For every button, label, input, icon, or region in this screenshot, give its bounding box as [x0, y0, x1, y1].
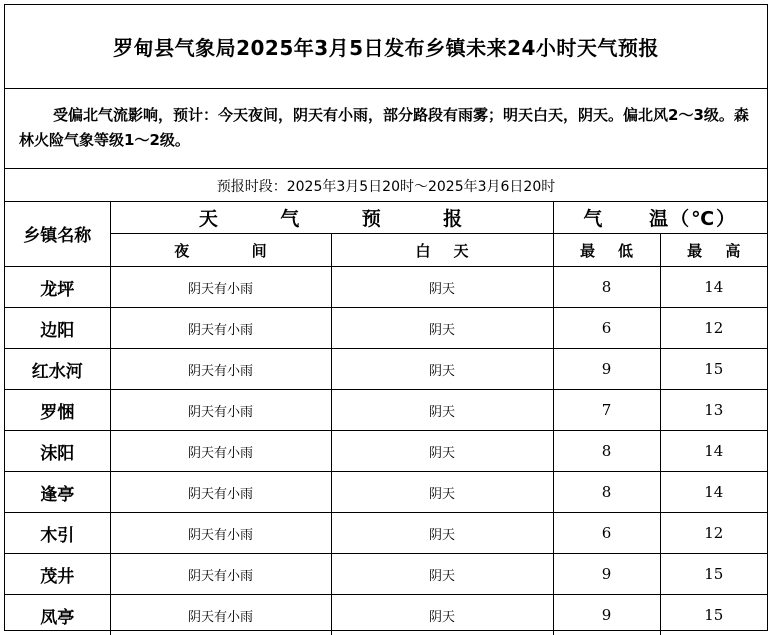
- max-temp: 14: [660, 472, 767, 513]
- max-temp: 12: [660, 513, 767, 554]
- town-name: 边阳: [5, 308, 110, 349]
- night-weather: 阴天有小雨: [110, 308, 331, 349]
- min-temp: 7: [553, 390, 660, 431]
- max-temp: 15: [660, 349, 767, 390]
- town-name: 木引: [5, 513, 110, 554]
- night-weather: 阴天有小雨: [110, 349, 331, 390]
- header-max: [660, 234, 767, 267]
- header-weather-char: 预: [361, 207, 383, 230]
- max-temp: 14: [660, 267, 767, 308]
- night-weather: 阴天有小雨: [110, 390, 331, 431]
- min-temp: 8: [553, 267, 660, 308]
- table-row: [5, 595, 767, 635]
- night-weather: 阴天有小雨: [110, 267, 331, 308]
- header-max-char: 高: [725, 241, 741, 260]
- day-weather: 阴天: [331, 554, 553, 595]
- town-name: 罗悃: [5, 390, 110, 431]
- day-weather: 阴天: [331, 472, 553, 513]
- table-row: [5, 267, 767, 308]
- header-weather-char: 气: [280, 207, 302, 230]
- table-row: [5, 308, 767, 349]
- town-name: 沫阳: [5, 431, 110, 472]
- table-row: [5, 431, 767, 472]
- header-night-char: 夜: [174, 241, 190, 260]
- forecast-summary: 受偏北气流影响，预计：今天夜间，阴天有小雨，部分路段有雨雾；明天白天，阴天。偏北风2～3级。森林火险气象等级1～2级。: [5, 89, 767, 169]
- min-temp: 9: [553, 595, 660, 635]
- header-night: [110, 234, 331, 267]
- night-weather: 阴天有小雨: [110, 513, 331, 554]
- header-temperature: [553, 201, 767, 234]
- min-temp: 6: [553, 308, 660, 349]
- max-temp: 15: [660, 554, 767, 595]
- day-weather: 阴天: [331, 349, 553, 390]
- night-weather: 阴天有小雨: [110, 554, 331, 595]
- header-min-char: 低: [617, 241, 633, 260]
- header-weather-forecast: [110, 201, 553, 234]
- min-temp: 9: [553, 349, 660, 390]
- table-row: [5, 472, 767, 513]
- max-temp: 12: [660, 308, 767, 349]
- town-name: 茂井: [5, 554, 110, 595]
- max-temp: 13: [660, 390, 767, 431]
- min-temp: 6: [553, 513, 660, 554]
- day-weather: 阴天: [331, 595, 553, 635]
- town-name: 逢亭: [5, 472, 110, 513]
- header-temp-char: 气: [583, 207, 605, 230]
- table-row: [5, 513, 767, 554]
- header-town: 乡镇名称: [5, 201, 110, 267]
- header-temp-unit: 温（℃）: [649, 207, 738, 230]
- min-temp: 9: [553, 554, 660, 595]
- max-temp: 15: [660, 595, 767, 635]
- forecast-table: [5, 201, 767, 635]
- night-weather: 阴天有小雨: [110, 431, 331, 472]
- day-weather: 阴天: [331, 513, 553, 554]
- header-weather-char: 报: [443, 207, 465, 230]
- forecast-sheet: [4, 4, 768, 631]
- header-max-char: 最: [687, 241, 703, 260]
- day-weather: 阴天: [331, 267, 553, 308]
- table-row: [5, 554, 767, 595]
- header-day-char: 天: [453, 241, 469, 260]
- town-name: 凤亭: [5, 595, 110, 635]
- page-title: 罗甸县气象局2025年3月5日发布乡镇未来24小时天气预报: [5, 5, 767, 89]
- header-day-char: 白: [415, 241, 431, 260]
- night-weather: 阴天有小雨: [110, 472, 331, 513]
- header-row-2: [5, 234, 767, 267]
- min-temp: 8: [553, 472, 660, 513]
- header-min-char: 最: [580, 241, 596, 260]
- day-weather: 阴天: [331, 308, 553, 349]
- header-night-char: 间: [251, 241, 267, 260]
- min-temp: 8: [553, 431, 660, 472]
- table-row: [5, 349, 767, 390]
- header-day: [331, 234, 553, 267]
- header-weather-char: 天: [198, 207, 220, 230]
- max-temp: 14: [660, 431, 767, 472]
- day-weather: 阴天: [331, 390, 553, 431]
- day-weather: 阴天: [331, 431, 553, 472]
- header-min: [553, 234, 660, 267]
- header-row-1: [5, 201, 767, 234]
- forecast-period: 预报时段：2025年3月5日20时～2025年3月6日20时: [5, 170, 767, 202]
- town-name: 龙坪: [5, 267, 110, 308]
- table-row: [5, 390, 767, 431]
- night-weather: 阴天有小雨: [110, 595, 331, 635]
- town-name: 红水河: [5, 349, 110, 390]
